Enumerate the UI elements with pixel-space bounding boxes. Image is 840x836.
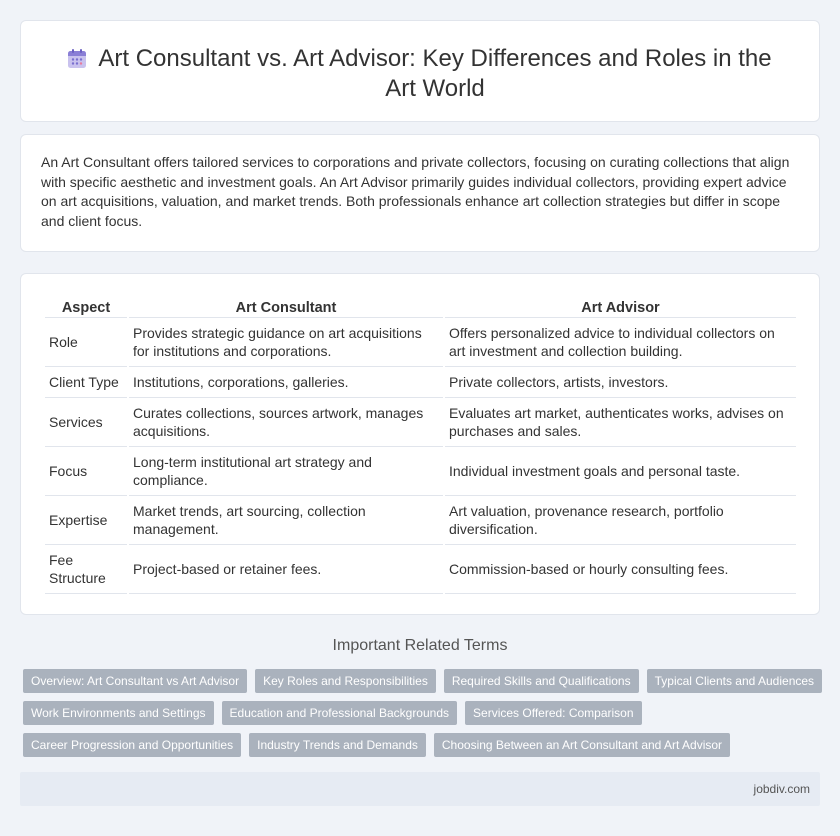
row-advisor: Commission-based or hourly consulting fees. bbox=[445, 545, 796, 594]
summary-text: An Art Consultant offers tailored services to corporations and private collectors, focusing on curating collections that align with specific aesthetic and investment goals. An Art Advisor primarily guides individual collectors, providing expert advice on art acquisitions, valuation, and market trends. Both professionals enhance art collection strategies but differ in scope and client focus. bbox=[41, 154, 790, 229]
page-title: Art Consultant vs. Art Advisor: Key Differences and Roles in the Art World bbox=[98, 45, 772, 102]
row-aspect: Expertise bbox=[45, 496, 127, 545]
row-consultant: Long-term institutional art strategy and compliance. bbox=[129, 447, 443, 496]
table-row bbox=[45, 367, 796, 398]
table-row bbox=[45, 318, 796, 367]
header-card bbox=[20, 20, 820, 122]
tag-row bbox=[23, 669, 823, 693]
tag-row bbox=[23, 733, 823, 757]
footer-site-link[interactable]: jobdiv.com bbox=[753, 782, 810, 796]
related-term-tag[interactable]: Education and Professional Backgrounds bbox=[222, 701, 457, 725]
related-term-tag[interactable]: Services Offered: Comparison bbox=[465, 701, 642, 725]
table-row bbox=[45, 447, 796, 496]
row-consultant: Provides strategic guidance on art acquisitions for institutions and corporations. bbox=[129, 318, 443, 367]
related-term-tag[interactable]: Typical Clients and Audiences bbox=[647, 669, 822, 693]
row-advisor: Individual investment goals and personal taste. bbox=[445, 447, 796, 496]
table-row bbox=[45, 398, 796, 447]
row-advisor: Art valuation, provenance research, portfolio diversification. bbox=[445, 496, 796, 545]
footer bbox=[20, 772, 820, 806]
row-aspect: Fee Structure bbox=[45, 545, 127, 594]
related-term-tag[interactable]: Industry Trends and Demands bbox=[249, 733, 426, 757]
row-consultant: Curates collections, sources artwork, manages acquisitions. bbox=[129, 398, 443, 447]
table-header-row bbox=[45, 296, 796, 318]
related-terms-tags bbox=[23, 669, 823, 765]
row-advisor: Private collectors, artists, investors. bbox=[445, 367, 796, 398]
related-terms-title: Important Related Terms bbox=[332, 637, 508, 654]
summary-card bbox=[20, 134, 820, 252]
column-header-advisor: Art Advisor bbox=[445, 296, 796, 318]
table-row bbox=[45, 545, 796, 594]
related-term-tag[interactable]: Career Progression and Opportunities bbox=[23, 733, 241, 757]
column-header-aspect: Aspect bbox=[45, 296, 127, 318]
row-consultant: Institutions, corporations, galleries. bbox=[129, 367, 443, 398]
row-advisor: Evaluates art market, authenticates works, advises on purchases and sales. bbox=[445, 398, 796, 447]
column-header-consultant: Art Consultant bbox=[129, 296, 443, 318]
related-term-tag[interactable]: Key Roles and Responsibilities bbox=[255, 669, 436, 693]
row-consultant: Market trends, art sourcing, collection management. bbox=[129, 496, 443, 545]
related-term-tag[interactable]: Work Environments and Settings bbox=[23, 701, 214, 725]
comparison-table bbox=[43, 296, 798, 594]
row-advisor: Offers personalized advice to individual collectors on art investment and collection building. bbox=[445, 318, 796, 367]
row-consultant: Project-based or retainer fees. bbox=[129, 545, 443, 594]
row-aspect: Role bbox=[45, 318, 127, 367]
row-aspect: Services bbox=[45, 398, 127, 447]
related-term-tag[interactable]: Overview: Art Consultant vs Art Advisor bbox=[23, 669, 247, 693]
related-term-tag[interactable]: Required Skills and Qualifications bbox=[444, 669, 639, 693]
comparison-table-card bbox=[20, 273, 820, 615]
tag-row bbox=[23, 701, 823, 725]
table-row bbox=[45, 496, 796, 545]
related-term-tag[interactable]: Choosing Between an Art Consultant and Art Advisor bbox=[434, 733, 730, 757]
row-aspect: Focus bbox=[45, 447, 127, 496]
row-aspect: Client Type bbox=[45, 367, 127, 398]
